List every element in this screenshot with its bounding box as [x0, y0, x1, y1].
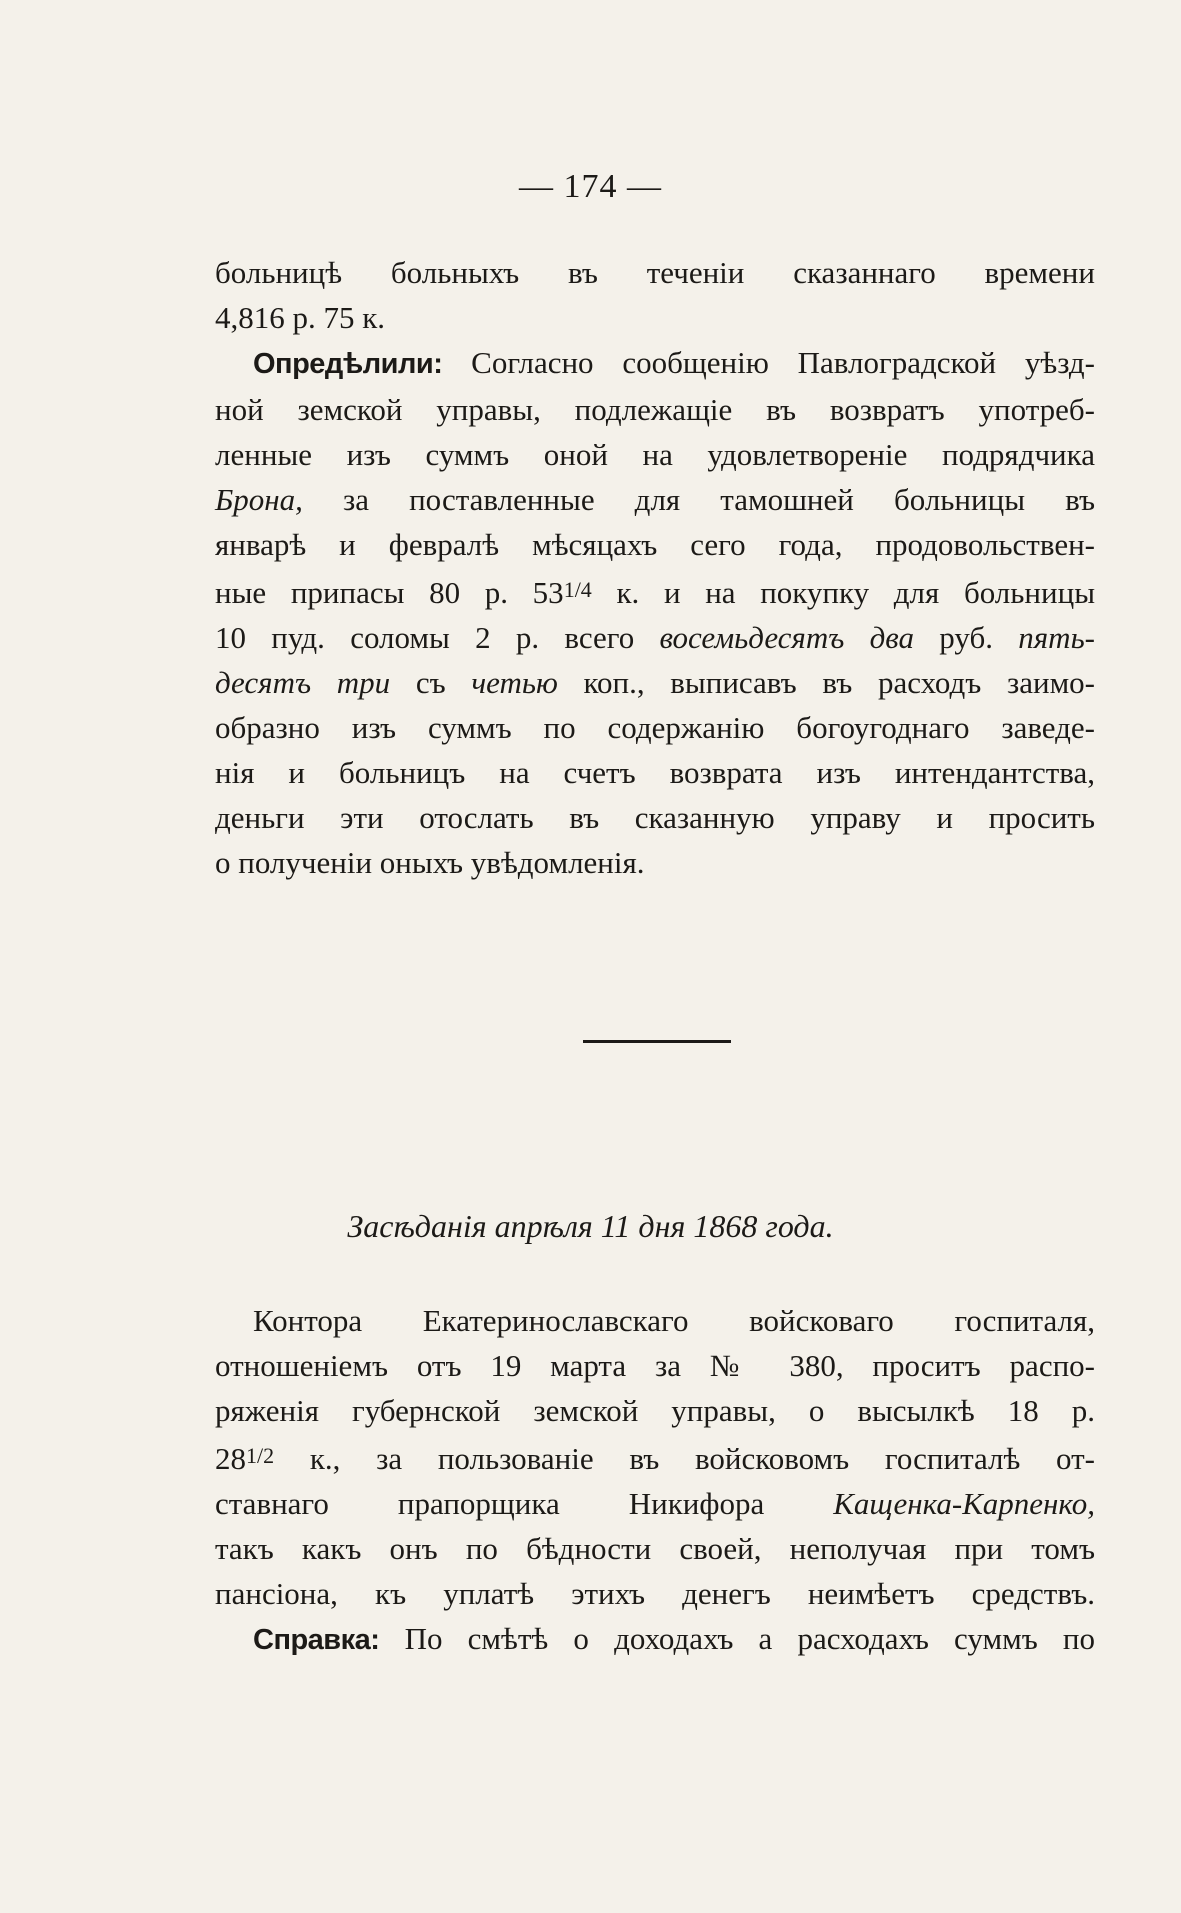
italic-amount: восемьдесятъ два: [659, 620, 915, 655]
text-line: [215, 340, 1095, 387]
text-line: ряженія губернской земской управы, о высылкѣ 18 р.: [215, 1393, 1095, 1428]
text-line: образно изъ суммъ по содержанію богоугоднаго заведе-: [215, 710, 1095, 745]
text-span: коп., выписавъ въ расходъ заимо-: [583, 665, 1096, 700]
resolution-label: Опредѣлили:: [253, 348, 443, 380]
reference-label: Справка:: [253, 1624, 380, 1656]
text-line: [215, 567, 1095, 615]
hospital-paragraph: [215, 1298, 1095, 1663]
text-line: пансіона, къ уплатѣ этихъ денегъ неимѣетъ средствъ.: [215, 1576, 1095, 1611]
text-span: ставнаго прапорщика Никифора: [215, 1486, 765, 1521]
text-line: 4,816 р. 75 к.: [215, 300, 386, 335]
italic-amount: пять-: [1018, 620, 1095, 655]
session-heading: Засѣданія апрѣля 11 дня 1868 года.: [347, 1208, 834, 1244]
fraction: 1/2: [246, 1443, 275, 1468]
text-line: деньги эти отослать въ сказанную управу и просить: [215, 800, 1095, 835]
text-span: руб.: [939, 620, 993, 655]
italic-name: Кащенка-Карпенко,: [833, 1486, 1095, 1521]
text-span: за поставленные для тамошней больницы въ: [343, 482, 1095, 517]
text-line: [215, 1616, 1095, 1663]
text-span: 10 пуд. соломы 2 р. всего: [215, 620, 635, 655]
text-line: ленные изъ суммъ оной на удовлетвореніе подрядчика: [215, 437, 1095, 472]
italic-amount: десятъ три: [215, 665, 391, 700]
italic-amount: четью: [471, 665, 558, 700]
text-line: январѣ и февралѣ мѣсяцахъ сего года, продовольствен-: [215, 527, 1095, 562]
text-span: 28: [215, 1441, 246, 1476]
text-line: о полученіи оныхъ увѣдомленія.: [215, 845, 645, 880]
text-line: отношеніемъ отъ 19 марта за № 380, проситъ распо-: [215, 1348, 1095, 1383]
text-span: Согласно сообщенію Павлоградской уѣзд-: [471, 345, 1095, 380]
section-divider: [583, 1040, 731, 1043]
text-line: [215, 660, 1095, 705]
text-span: По смѣтѣ о доходахъ а расходахъ суммъ по: [404, 1621, 1095, 1656]
text-line: нія и больницъ на счетъ возврата изъ интендантства,: [215, 755, 1095, 790]
italic-name: Брона,: [215, 482, 303, 517]
text-span: ные припасы 80 р. 53: [215, 575, 564, 610]
text-line: [215, 615, 1095, 660]
text-line: такъ какъ онъ по бѣдности своей, неполучая при томъ: [215, 1531, 1095, 1566]
text-line: [215, 477, 1095, 522]
text-line: [215, 1433, 1095, 1481]
text-line: ной земской управы, подлежащіе въ возвратъ употреб-: [215, 392, 1095, 427]
page-number: — 174 —: [519, 168, 662, 205]
text-span: съ: [415, 665, 446, 700]
text-line: больницѣ больныхъ въ теченіи сказаннаго времени: [215, 255, 1095, 290]
text-line: Контора Екатеринославскаго войсковаго госпиталя,: [253, 1303, 1095, 1338]
resolution-paragraph: [215, 250, 1095, 885]
text-span: к. и на покупку для больницы: [616, 575, 1096, 610]
text-line: [215, 1481, 1095, 1526]
fraction: 1/4: [563, 577, 592, 602]
text-span: к., за пользованіе въ войсковомъ госпиталѣ от-: [309, 1441, 1095, 1476]
